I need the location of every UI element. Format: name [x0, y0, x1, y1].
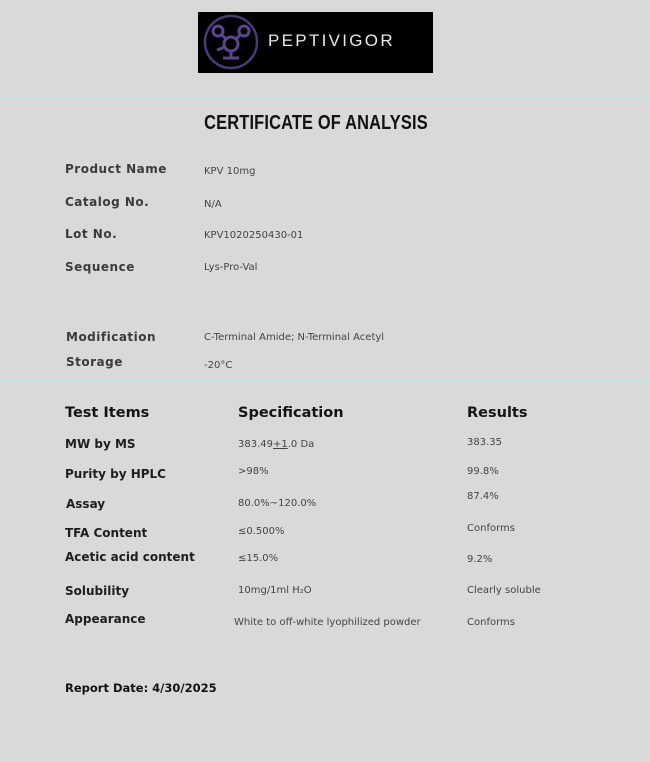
- report-date: Report Date: 4/30/2025: [65, 681, 217, 695]
- brand-logo: [198, 12, 433, 73]
- modification-value: C-Terminal Amide; N-Terminal Acetyl: [204, 332, 385, 343]
- modification-label: Modification: [66, 330, 157, 344]
- lot-no-value: KPV1020250430-01: [204, 230, 304, 241]
- product-name-value: KPV 10mg: [204, 166, 256, 177]
- sequence-value: Lys-Pro-Val: [204, 262, 258, 273]
- lot-no-label: Lot No.: [65, 227, 118, 241]
- brand-name: PEPTIVIGOR: [268, 31, 395, 50]
- spec-mw-value: 383.49: [238, 439, 273, 450]
- test-item-appearance: Appearance: [65, 612, 146, 626]
- test-item-assay: Assay: [66, 497, 106, 511]
- spec-acetic-acid: ≤15.0%: [238, 553, 279, 564]
- catalog-no-value: N/A: [204, 199, 222, 210]
- test-items-header: Test Items: [65, 405, 150, 421]
- divider-top: [0, 98, 650, 99]
- spec-mw-unit: .0 Da: [287, 439, 315, 450]
- spec-mw-by-ms: [238, 439, 314, 450]
- test-item-acetic-acid: Acetic acid content: [65, 550, 195, 564]
- result-solubility: Clearly soluble: [467, 585, 541, 596]
- result-mw-by-ms: 383.35: [467, 437, 502, 448]
- result-acetic-acid: 9.2%: [467, 554, 493, 565]
- spec-solubility: 10mg/1ml H₂O: [238, 585, 312, 596]
- catalog-no-label: Catalog No.: [65, 195, 150, 209]
- specification-header: Specification: [238, 405, 344, 421]
- result-purity-hplc: 99.8%: [467, 466, 499, 477]
- test-item-tfa-content: TFA Content: [65, 526, 148, 540]
- spec-tfa-content: ≤0.500%: [238, 526, 285, 537]
- peptide-molecule-emblem-icon: [203, 14, 259, 70]
- storage-value: -20°C: [204, 360, 233, 371]
- spec-mw-tolerance: +1: [273, 439, 288, 450]
- page-title: CERTIFICATE OF ANALYSIS: [204, 112, 428, 134]
- result-appearance: Conforms: [467, 617, 515, 628]
- results-header: Results: [467, 405, 528, 421]
- result-assay: 87.4%: [467, 491, 499, 502]
- product-name-label: Product Name: [65, 162, 167, 176]
- test-item-mw-by-ms: MW by MS: [65, 437, 136, 451]
- spec-purity-hplc: >98%: [238, 466, 269, 477]
- spec-assay: 80.0%~120.0%: [238, 498, 317, 509]
- storage-label: Storage: [66, 355, 123, 369]
- test-item-solubility: Solubility: [65, 584, 130, 598]
- spec-appearance: White to off-white lyophilized powder: [234, 617, 421, 628]
- result-tfa-content: Conforms: [467, 523, 515, 534]
- sequence-label: Sequence: [65, 260, 135, 274]
- divider-middle: [0, 380, 650, 381]
- test-item-purity-hplc: Purity by HPLC: [65, 467, 166, 481]
- divider-bottom: [0, 665, 650, 666]
